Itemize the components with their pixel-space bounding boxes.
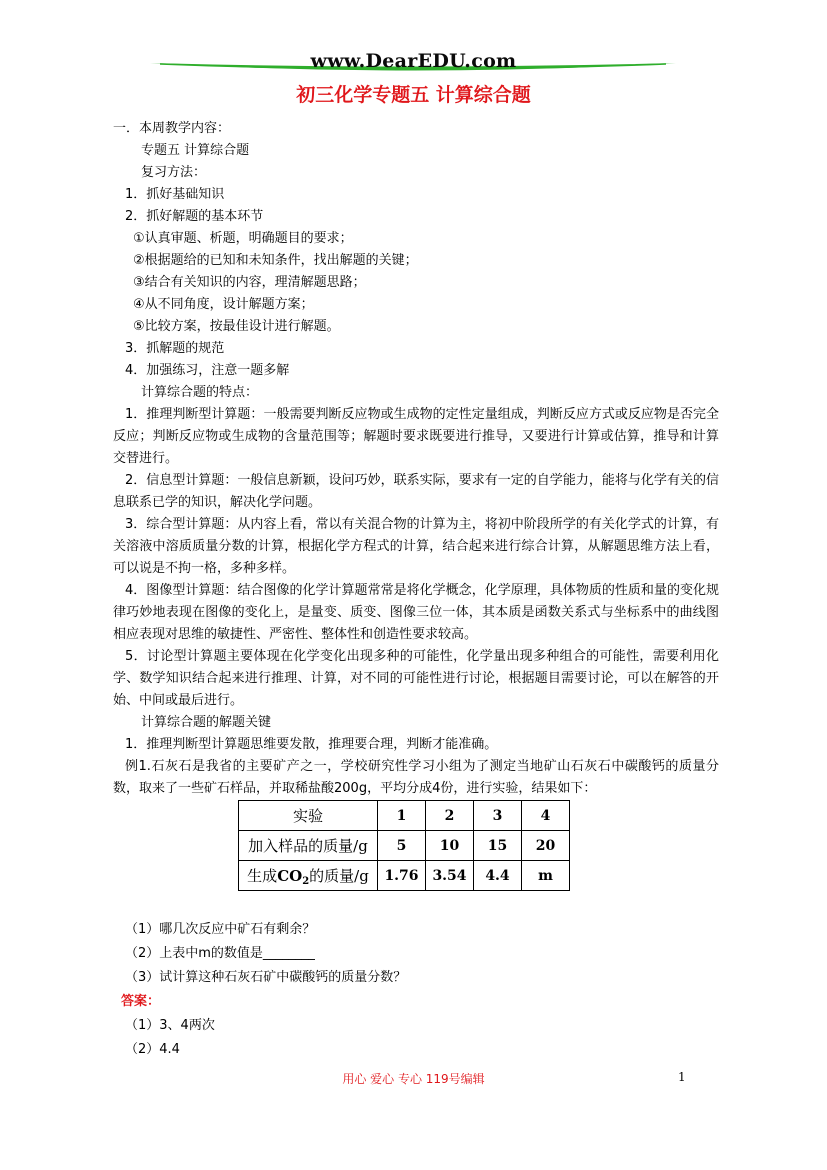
sub-item: ①认真审题、析题，明确题目的要求； <box>133 231 353 246</box>
sub-item: ②根据题给的已知和未知条件，找出解题的关键； <box>133 253 418 268</box>
page-number: 1 <box>678 1070 686 1084</box>
table-cell: 5 <box>378 831 426 861</box>
table-cell: 10 <box>426 831 474 861</box>
row-label-subscript: 2 <box>302 875 310 887</box>
table-cell: 20 <box>522 831 570 861</box>
method-item: 3．抓解题的规范 <box>125 341 225 356</box>
page-header <box>0 0 827 106</box>
table-header-cell: 3 <box>474 801 522 831</box>
header-swoosh-logo <box>0 0 827 90</box>
section-heading: 一．本周教学内容： <box>113 121 231 136</box>
table-header-cell: 实验 <box>239 801 378 831</box>
table-header-cell: 2 <box>426 801 474 831</box>
table-row <box>239 801 570 831</box>
table-cell: 15 <box>474 831 522 861</box>
sub-item: ③结合有关知识的内容，理清解题思路； <box>133 275 366 290</box>
row-label: 加入样品的质量/g <box>239 831 378 861</box>
row-label-part: 的质量/g <box>309 866 369 885</box>
feature-paragraph: 2．信息型计算题：一般信息新颖，设问巧妙，联系实际，要求有一定的自学能力，能将与化学有关的信息联系已学的知识，解决化学问题。 <box>113 473 719 510</box>
table-row <box>239 861 570 891</box>
key-item: 1．推理判断型计算题思维要发散，推理要合理，判断才能准确。 <box>125 737 498 752</box>
feature-paragraph: 1．推理判断型计算题：一般需要判断反应物或生成物的定性定量组成，判断反应方式或反应物是否完全反应；判断反应物或生成物的含量范围等；解题时要求既要进行推导，又要进行计算或估算，推导和计算交替进行。 <box>113 407 719 466</box>
feature-paragraph: 5．讨论型计算题主要体现在化学变化出现多种的可能性，化学量出现多种组合的可能性，需要利用化学、数学知识结合起来进行推理、计算，对不同的可能性进行讨论，根据题目需要讨论，可以在解答的开始、中间或最后进行。 <box>113 649 719 708</box>
table-cell: 1.76 <box>378 861 426 891</box>
example-paragraph: 例1.石灰石是我省的主要矿产之一，学校研究性学习小组为了测定当地矿山石灰石中碳酸钙的质量分数，取来了一些矿石样品，并取稀盐酸200g，平均分成4份，进行实验，结果如下： <box>113 759 719 796</box>
table-header-cell: 4 <box>522 801 570 831</box>
feature-paragraph: 4．图像型计算题：结合图像的化学计算题常常是将化学概念，化学原理，具体物质的性质和量的变化规律巧妙地表现在图像的变化上，是量变、质变、图像三位一体，其本质是函数关系式与坐标系中的曲线图相应表现对思维的敏捷性、严密性、整体性和创造性要求较高。 <box>113 583 719 642</box>
site-url[interactable]: www.DearEDU.com <box>310 50 517 72</box>
review-method-heading: 复习方法： <box>141 165 207 180</box>
questions-section <box>113 918 719 1062</box>
features-heading: 计算综合题的特点： <box>141 385 259 400</box>
table-cell: 3.54 <box>426 861 474 891</box>
key-heading: 计算综合题的解题关键 <box>141 715 272 730</box>
answer: （2）4.4 <box>125 1042 180 1057</box>
question: （1）哪几次反应中矿石有剩余？ <box>125 922 316 937</box>
document-title: 初三化学专题五 计算综合题 <box>296 84 531 106</box>
question: （3）试计算这种石灰石矿中碳酸钙的质量分数？ <box>125 970 407 985</box>
method-item: 2．抓好解题的基本环节 <box>125 209 264 224</box>
document-body <box>113 118 719 800</box>
experiment-table <box>238 800 570 891</box>
row-label-formula: CO <box>277 866 303 885</box>
row-label <box>239 861 378 891</box>
question: （2）上表中m的数值是________ <box>125 946 315 961</box>
table-header-cell: 1 <box>378 801 426 831</box>
table-row <box>239 831 570 861</box>
table-cell: m <box>522 861 570 891</box>
answer: （1）3、4两次 <box>125 1018 215 1033</box>
method-item: 4．加强练习，注意一题多解 <box>125 363 290 378</box>
sub-item: ④从不同角度，设计解题方案； <box>133 297 314 312</box>
footer-text: 用心 爱心 专心 119号编辑 <box>342 1072 485 1086</box>
answer-label: 答案： <box>121 994 161 1009</box>
topic-line: 专题五 计算综合题 <box>141 143 250 158</box>
method-item: 1．抓好基础知识 <box>125 187 225 202</box>
table-cell: 4.4 <box>474 861 522 891</box>
sub-item: ⑤比较方案，按最佳设计进行解题。 <box>133 319 340 334</box>
row-label-part: 生成 <box>247 866 278 885</box>
feature-paragraph: 3．综合型计算题：从内容上看，常以有关混合物的计算为主，将初中阶段所学的有关化学式的计算，有关溶液中溶质质量分数的计算，根据化学方程式的计算，结合起来进行综合计算，从解题思维方法上看，可以说是不拘一格，多种多样。 <box>113 517 719 576</box>
